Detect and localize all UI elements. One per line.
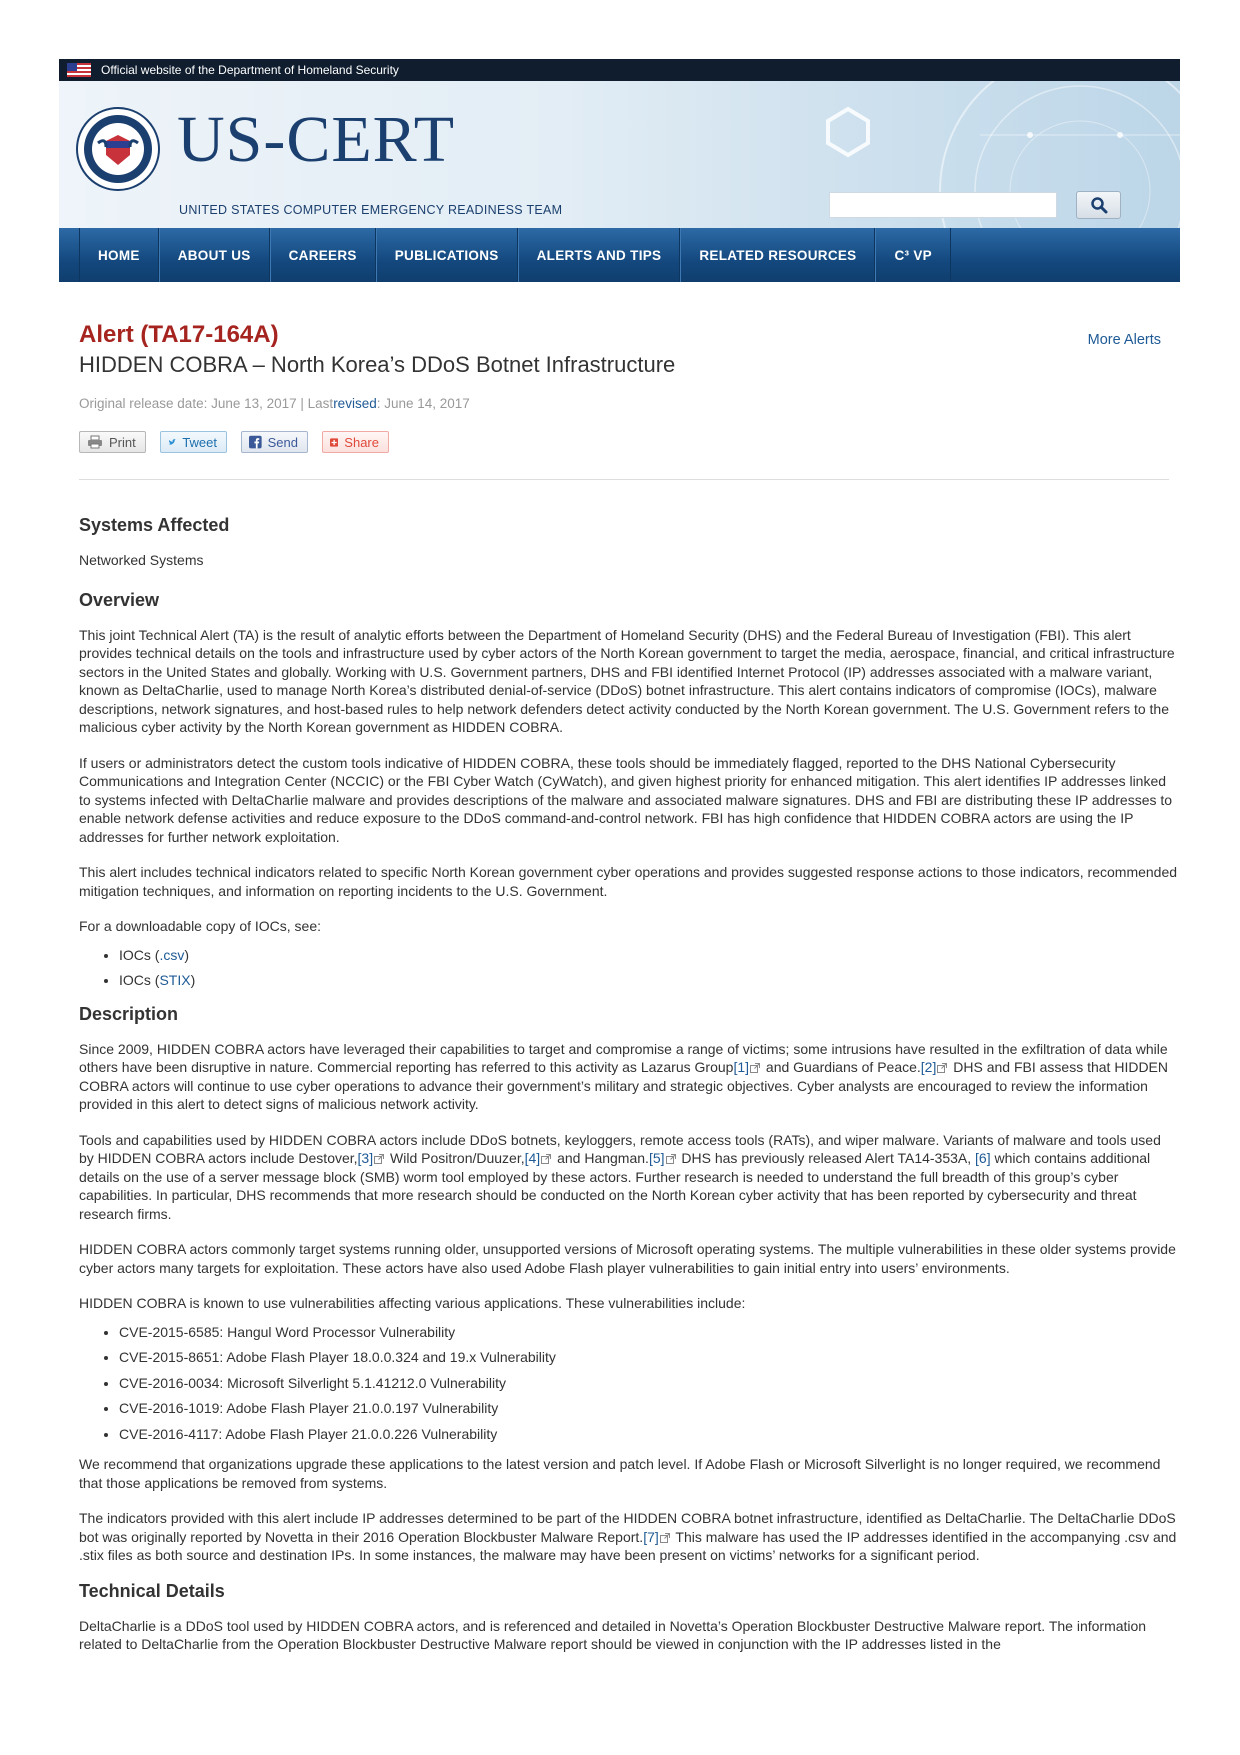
send-button[interactable] [241,431,308,453]
list-item: • CVE-2016-0034: Microsoft Silverlight 5.1.41212.0 Vulnerability [119,1371,1179,1397]
ioc-stix-prefix: IOCs ( [119,972,160,988]
nav-careers[interactable]: CAREERS [270,228,376,282]
overview-paragraph-4: For a downloadable copy of IOCs, see: [79,918,322,934]
plus-share-icon [330,436,338,449]
search-button[interactable] [1076,191,1121,219]
description-paragraph-2 [79,1131,1179,1224]
overview-heading: Overview [79,589,160,610]
external-link-icon [666,1154,676,1164]
release-dates [79,396,1179,411]
ioc-csv-prefix: IOCs ( [119,946,160,963]
text-run: which contains additional details on the use of a server message block (SMB) worm tool employed by these actors. Further research is needed to understand the full breadth of this group’s cyber capabilities. In particular, DHS recommends that more research should be conducted on the North Korean cyber activity that has been reported by cybersecurity and threat research firms. [79,1150,1151,1222]
list-item: • CVE-2016-4117: Adobe Flash Player 21.0.0.226 Vulnerability [119,1422,1179,1448]
header-divider [79,479,1169,480]
overview-paragraph-3: This alert includes technical indicators related to specific North Korean government cyber operations and provides suggested response actions to those indicators, recommended mitigation techniques, and information on reporting incidents to the U.S. Government. [79,864,1178,899]
technical-details-heading: Technical Details [79,1580,225,1601]
text-run: Tools and capabilities used by HIDDEN COBRA actors include DDoS botnets, keyloggers, remote access tools (RATs), and wiper malware. Variants of malware and tools used by HIDDEN COBRA actors include Destover, [79,1131,1161,1166]
overview-paragraph-2: If users or administrators detect the custom tools indicative of HIDDEN COBRA, these tools should be immediately flagged, reported to the DHS National Cybersecurity Communications and Integration Center (NCCIC) or the FBI Cyber Watch (CyWatch), and given highest priority for enhanced mitigation. This alert identifies IP addresses linked to systems infected with DeltaCharlie malware and provides descriptions of the malware and associated malware signatures. DHS and FBI are distributing these IP addresses to enable network defense activities and reduce exposure to the DDoS command-and-control network. FBI has high confidence that HIDDEN COBRA actors are using the IP addresses for further network exploitation. [79,754,1173,845]
text-run: DHS and FBI assess that HIDDEN COBRA actors will continue to use cyber operations to advance their government’s military and strategic objectives. Cyber analysts are encouraged to review the information provided in this alert to detect signs of malicious network activity. [79,1059,1169,1112]
list-item: • CVE-2015-6585: Hangul Word Processor Vulnerability [119,1320,1179,1346]
list-item: • CVE-2016-1019: Adobe Flash Player 21.0.0.197 Vulnerability [119,1396,1179,1422]
main-nav [59,228,1180,282]
reference-link-1[interactable]: [1] [733,1059,750,1075]
ioc-stix-suffix: ) [190,972,196,988]
alert-id: Alert (TA17-164A) [79,321,279,348]
external-link-icon [541,1154,551,1164]
search-icon [1090,196,1108,214]
description-paragraph-6 [79,1509,1179,1565]
cve-list [79,1320,1179,1448]
ioc-stix-link[interactable]: STIX [159,972,191,988]
dhs-seal-icon [76,107,160,191]
nav-about-us[interactable]: ABOUT US [159,228,270,282]
search-input[interactable] [829,192,1057,218]
site-logo-title[interactable]: US-CERT [177,103,456,176]
tweet-label: Tweet [182,434,217,450]
technical-details-paragraph-1: DeltaCharlie is a DDoS tool used by HIDDEN COBRA actors, and is referenced and detailed in Novetta’s Operation Blockbuster Destructive Malware report. The information related to DeltaCharlie from the Operation Blockbuster Destructive Malware report should be viewed in conjunction with the IP addresses listed in the [79,1617,1147,1652]
description-paragraph-5: We recommend that organizations upgrade these applications to the latest version and patch level. If Adobe Flash or Microsoft Silverlight is no longer required, we recommend that those applications be removed from systems. [79,1456,1161,1491]
reference-link-5[interactable]: [5] [648,1150,665,1166]
text-run: and Guardians of Peace. [762,1059,921,1075]
description-paragraph-3: HIDDEN COBRA actors commonly target systems running older, unsupported versions of Microsoft operating systems. The multiple vulnerabilities in these older systems provide cyber actors many targets for exploitation. These actors have also used Adobe Flash player vulnerabilities to gain initial entry into users’ environments. [79,1241,1176,1276]
reference-link-7[interactable]: [7] [643,1528,659,1545]
reference-link-4[interactable]: [4] [524,1150,541,1166]
tweet-button[interactable] [160,431,227,453]
share-button[interactable] [322,431,389,453]
ioc-list [79,943,1179,994]
text-run: Wild Positron/Duuzer, [386,1150,525,1166]
gov-banner [59,59,1180,81]
twitter-bird-icon [168,436,176,449]
list-item [119,968,1179,994]
site-frame [59,59,1180,282]
nav-home[interactable]: HOME [79,228,159,282]
description-heading: Description [79,1003,179,1024]
list-item: • CVE-2015-8651: Adobe Flash Player 18.0.0.324 and 19.x Vulnerability [119,1345,1179,1371]
nav-publications[interactable]: PUBLICATIONS [376,228,518,282]
share-toolbar [79,431,1179,453]
external-link-icon [374,1154,384,1164]
ioc-csv-link[interactable]: .csv [159,946,185,963]
more-alerts-link[interactable]: More Alerts [1087,332,1161,348]
printer-icon [87,435,103,449]
overview-paragraph-1: This joint Technical Alert (TA) is the result of analytic efforts between the Department of Homeland Security (DHS) and the Federal Bureau of Investigation (FBI). This alert provides technical details on the tools and infrastructure used by cyber actors of the North Korean government to target the media, aerospace, financial, and critical infrastructure sectors in the United States and globally. Working with U.S. Government partners, DHS and FBI identified Internet Protocol (IP) addresses associated with a malware variant, known as DeltaCharlie, used to manage North Korea’s distributed denial-of-service (DDoS) botnet infrastructure. This alert contains indicators of compromise (IOCs), malware descriptions, network signatures, and host-based rules to help network defenders detect activity conducted by the North Korean government. The U.S. Government refers to the malicious cyber activity by the North Korean government as HIDDEN COBRA. [79,626,1175,735]
revised-link[interactable]: revised [333,396,377,411]
release-date-text: Original release date: June 13, 2017 | Last [79,396,334,411]
site-logo-subtitle: UNITED STATES COMPUTER EMERGENCY READINESS TEAM [179,203,563,217]
description-paragraph-1 [79,1040,1179,1114]
reference-link-2[interactable]: [2] [920,1059,937,1075]
alert-title: HIDDEN COBRA – North Korea’s DDoS Botnet Infrastructure [79,352,676,377]
ioc-csv-suffix: ) [184,946,190,963]
main-content [79,320,1179,1654]
text-run: DHS has previously released Alert TA14-353A, [677,1150,976,1166]
external-link-icon [660,1533,670,1543]
nav-related-resources[interactable]: RELATED RESOURCES [680,228,875,282]
systems-affected-heading: Systems Affected [79,515,230,535]
external-link-icon [937,1063,947,1073]
reference-link-3[interactable]: [3] [357,1150,374,1166]
text-run: The indicators provided with this alert include IP addresses determined to be part of the HIDDEN COBRA botnet infrastructure, identified as DeltaCharlie. The DeltaCharlie DDoS bot was originally reported by Novetta in their 2016 Operation Blockbuster Malware Report. [79,1510,1176,1545]
share-label: Share [344,434,379,450]
reference-link-6[interactable]: [6] [975,1150,991,1166]
print-label: Print [109,434,136,450]
systems-affected-text: Networked Systems [79,552,204,568]
gov-banner-text: Official website of the Department of Homeland Security [101,63,399,77]
us-flag-icon [67,63,91,77]
revised-date-text: : June 14, 2017 [376,396,470,411]
nav-alerts-and-tips[interactable]: ALERTS AND TIPS [518,228,681,282]
text-run: This malware has used the IP addresses identified in the accompanying .csv and .stix files as both source and destination IPs. In some instances, the malware may have been present on victims’ networks for a significant period. [79,1528,1177,1563]
nav-c3-vp[interactable]: C³ VP [875,228,951,282]
print-button[interactable] [79,431,146,453]
text-run: Since 2009, HIDDEN COBRA actors have leveraged their capabilities to target and compromise a range of victims; some intrusions have resulted in the exfiltration of data while others have been disruptive in nature. Commercial reporting has referred to this activity as Lazarus Group [79,1040,1168,1075]
send-label: Send [267,434,298,450]
description-paragraph-4: HIDDEN COBRA is known to use vulnerabilities affecting various applications. These vulnerabilities include: [79,1295,746,1311]
site-header [59,81,1180,228]
facebook-icon [249,435,262,449]
list-item [119,943,1179,969]
text-run: and Hangman. [553,1150,649,1166]
external-link-icon [750,1063,760,1073]
